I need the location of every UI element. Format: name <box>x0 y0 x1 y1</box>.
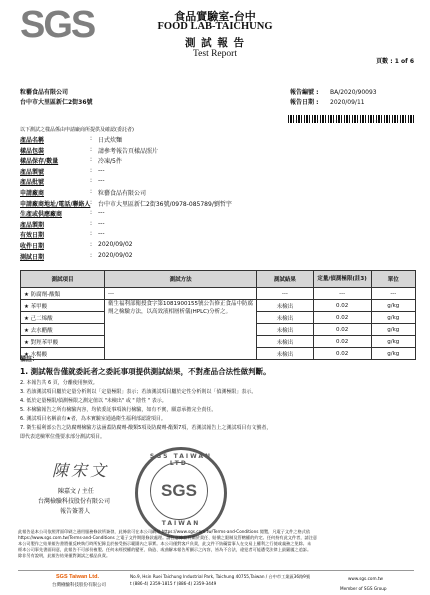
info-field-label: 產品名稱 <box>20 137 45 144</box>
info-field-colon: : <box>90 209 93 217</box>
note-1: 1. 測試報告僅就委託者之委託事項提供測試結果，不對產品合法性做判斷。 <box>20 367 271 376</box>
footer-divider <box>18 570 414 571</box>
cell-limit: 0.02 <box>313 324 371 336</box>
cell-item: ★ 水楊酸 <box>21 348 105 360</box>
cell-result: 未檢出 <box>257 312 313 324</box>
info-field-label: 產品製期 <box>20 221 45 229</box>
note-7-continued: 即代表送檢單位僅要求部分測試項目。 <box>20 434 106 440</box>
lab-title-zh: 食品實驗室-台中 <box>174 10 256 23</box>
signer-org: 台灣檢驗科技股份有限公司 <box>38 498 111 505</box>
report-no-label: 報告編號 : <box>290 89 319 96</box>
lab-title-en: FOOD LAB-TAICHUNG <box>157 21 273 32</box>
info-field-value: --- <box>98 219 105 227</box>
note-3: 3. 若該測試項目屬於定量分析則以「定量極限」表示；若該測試項目屬於定性分析則以「偵測極限」表示。 <box>20 389 257 395</box>
cell-limit: 0.02 <box>313 336 371 348</box>
note-7: 7. 衛生福利部公告之防腐劑檢驗方法涵蓋防腐劑-酸類5項及防腐劑-酯類7項，若測試報告上之測試項目有文號者， <box>20 425 272 431</box>
cell-dash: --- <box>313 288 371 300</box>
signer-role: 報告簽署人 <box>60 508 91 515</box>
disclaimer <box>18 529 418 559</box>
info-field-value: 請參考報告頁樣品照片 <box>98 147 159 155</box>
table-row <box>21 288 416 300</box>
table-row <box>21 300 416 312</box>
cell-item: ★ 己二烯酸 <box>21 312 105 324</box>
info-field-value: 2020/09/02 <box>98 241 133 248</box>
info-field-value: --- <box>98 166 105 174</box>
results-table <box>20 270 416 360</box>
cell-limit: 0.02 <box>313 348 371 360</box>
cell-unit: g/kg <box>371 300 415 312</box>
disclaimer-line: 除非另有說明，此報告結果僅對測試之樣品負責。 <box>18 553 111 558</box>
intro-text: 以下測試之樣品係由申請廠商所提供及確認(委託者) <box>20 127 134 133</box>
cell-unit: g/kg <box>371 324 415 336</box>
footer-company: SGS Taiwan Ltd. <box>56 574 99 580</box>
cell-unit: g/kg <box>371 336 415 348</box>
client-address: 台中市大里區新仁2街36號 <box>20 99 93 106</box>
disclaimer-line: 本公司製作之結果報告書將僅反映執行時所紀錄且於接受指示範圍內之事實。本公司僅對客戶負責，此文件不妨礙當事人在交易上權利之行使或義務之免除。未 <box>18 541 312 546</box>
cell-method: 衛生福利部衛授食字第1081900155號公告修正食品中防腐劑之檢驗方法，以高效液相層析儀(HPLC)分析之。 <box>104 300 256 360</box>
cell-item: ★ 苯甲酸 <box>21 300 105 312</box>
cell-item: ★ 對羥苯甲酸 <box>21 336 105 348</box>
col-header-unit: 單位 <box>371 271 415 288</box>
disclaimer-line: 經本公司事先書面同意，此報告不可部份複製。任何未經授權的變更、偽造、或曲解本報告所顯示之內容，皆為不合法，違犯者可能遭受法律上最嚴厲之追訴。 <box>18 547 312 552</box>
info-field-value: --- <box>98 177 105 185</box>
cell-item: ★ 去水醋酸 <box>21 324 105 336</box>
barcode <box>288 115 414 123</box>
info-field-colon: : <box>90 177 93 185</box>
info-field-label: 生產或供應廠商 <box>20 211 63 219</box>
info-field-colon: : <box>90 198 93 206</box>
sgs-logo: SGS <box>20 4 95 46</box>
client-company: 粒藝食品有限公司 <box>20 89 69 96</box>
seal-inner-ring <box>150 462 208 520</box>
cell-unit: g/kg <box>371 312 415 324</box>
col-header-limit: 定量/偵測極限(註3) <box>313 271 371 288</box>
footer-phone: t (886-4) 2359-1815 f (886-4) 2359-3449 <box>130 581 217 586</box>
note-2: 2. 本報告共 6 頁，分離使用無效。 <box>20 380 98 386</box>
col-header-method: 測試方法 <box>104 271 256 288</box>
cell-limit: 0.02 <box>313 300 371 312</box>
disclaimer-line: 此報告是本公司依照背面印刷之通用服務條款所簽發，此條款可在本公司網站 https://www.sgs.com.tw/Terms-and-Conditions 閱覽，凡電子文件之格式依 <box>18 529 311 534</box>
company-seal <box>135 447 227 539</box>
info-field-label: 樣品包裝 <box>20 147 45 155</box>
info-field-label: 申請廠商 <box>20 190 45 197</box>
info-field-label: 收件日期 <box>20 243 45 250</box>
cell-result: 未檢出 <box>257 300 313 312</box>
cell-result: 未檢出 <box>257 324 313 336</box>
signer-name: 陳嘉文 / 主任 <box>58 488 94 495</box>
info-field-value: 冷凍/5件 <box>98 158 122 166</box>
cell-limit: 0.02 <box>313 312 371 324</box>
notes-label: 備註： <box>20 356 39 363</box>
footer-website[interactable]: www.sgs.com.tw <box>348 576 383 581</box>
cell-result: 未檢出 <box>257 336 313 348</box>
info-field-value: --- <box>98 209 105 217</box>
col-header-item: 測試項目 <box>21 271 105 288</box>
info-field-colon: : <box>90 156 93 164</box>
cell-unit: g/kg <box>371 348 415 360</box>
report-no: BA/2020/90093 <box>330 89 377 96</box>
cell-dash: --- <box>104 288 256 300</box>
group-label: ★ 防腐劑-酸類 <box>21 288 105 300</box>
handwritten-signature: 陳宋文 <box>52 461 110 480</box>
info-field-label: 測試日期 <box>20 253 45 261</box>
info-field-value: --- <box>98 230 105 238</box>
footer-address: No.9, Hsin Ruei Taichung Industrial Park, Taichung 40755,Taiwan / 台中市工業區36路9號 <box>130 574 311 579</box>
info-field-colon: : <box>90 145 93 153</box>
seal-bottom-text: TAIWAN <box>161 520 201 527</box>
footer-member: Member of SGS Group <box>340 586 387 591</box>
info-field-colon: : <box>90 166 93 174</box>
info-field-value: 2020/09/02 <box>98 251 133 259</box>
page-number: 頁數 : 1 of 6 <box>376 58 414 65</box>
report-date-label: 報告日期 : <box>290 99 319 106</box>
table-header-row <box>21 271 416 288</box>
report-title-zh: 測 試 報 告 <box>185 37 245 49</box>
info-field-colon: : <box>90 230 93 238</box>
info-field-value: 日式炊麵 <box>98 137 123 144</box>
disclaimer-line: https://www.sgs.com.tw/Terms-and-Conditions 之電子文件期限條款處理。請注意條款有關於責任、賠償之限制及管轄權的約定。任何持有此文件者，請注意 <box>18 535 318 540</box>
note-6: 6. 測試項目名稱前有★者，為本實驗室通過衛生福利部認證項目。 <box>20 416 166 422</box>
info-field-label: 產品批號 <box>20 179 45 187</box>
info-field-value: 台中市大里區新仁2街36號/0978-085789/劉哲宇 <box>98 200 232 208</box>
cell-dash: --- <box>257 288 313 300</box>
info-field-colon: : <box>90 135 93 142</box>
cell-result: 未檢出 <box>257 348 313 360</box>
col-header-result: 測試結果 <box>257 271 313 288</box>
info-field-label: 有效日期 <box>20 232 45 240</box>
info-field-label: 樣品保存/數量 <box>20 158 59 166</box>
info-field-colon: : <box>90 241 93 248</box>
info-field-label: 申請廠商地址/電話/聯絡人 <box>20 200 91 208</box>
cell-dash: --- <box>371 288 415 300</box>
note-4: 4. 低於定量極限/偵測極限之測定值以 "未檢出" 或 " 陰性 " 表示。 <box>20 398 167 404</box>
info-field-colon: : <box>90 251 93 259</box>
info-field-colon: : <box>90 188 93 195</box>
info-field-value: 粒藝食品有限公司 <box>98 190 147 197</box>
footer-company-zh: 台灣檢驗科技股份有限公司 <box>52 583 106 588</box>
report-date: 2020/09/11 <box>330 99 365 106</box>
seal-top-text: SGS TAIWAN LTD. <box>149 453 213 467</box>
report-title-en: Test Report <box>193 49 237 59</box>
info-field-label: 產品製號 <box>20 168 45 176</box>
seal-center-text: SGS <box>161 481 197 500</box>
info-field-colon: : <box>90 219 93 227</box>
note-5: 5. 本檢驗報告之所有檢驗內容，均依委託事項執行檢驗，如有不實，願意承擔完全責任。 <box>20 407 217 413</box>
